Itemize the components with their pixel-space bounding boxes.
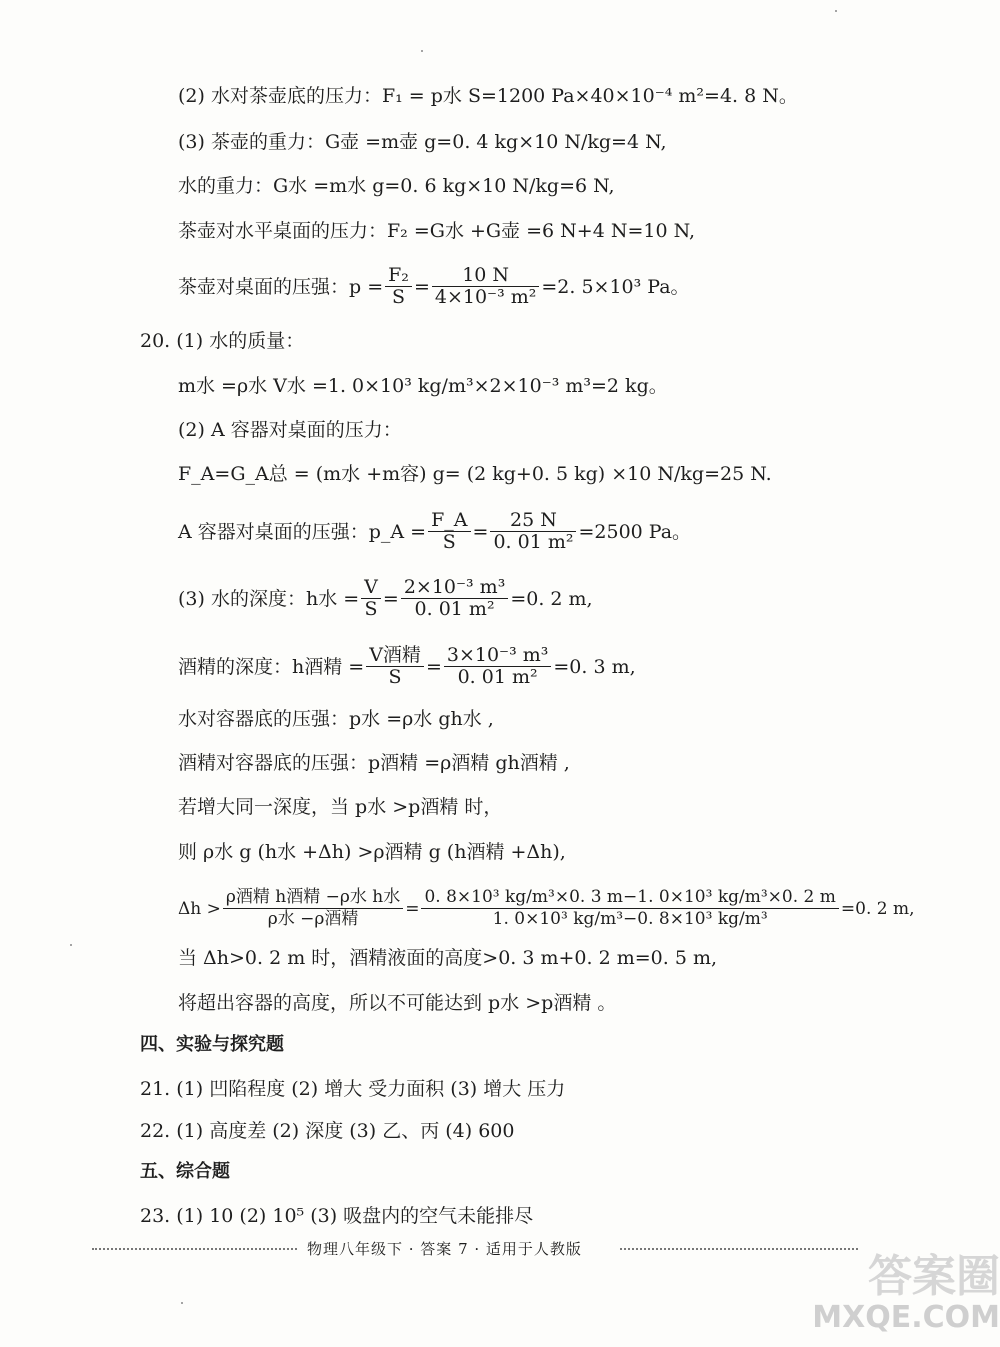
formula-result: =0. 2 m, [840,898,915,919]
denominator: 0. 01 m² [444,666,552,688]
answer-20-2-force: F_A=G_A总 = (m水 +m容) g= (2 kg+0. 5 kg) ×10 N/kg=25 N. [178,463,772,485]
equals-sign: = [405,898,420,919]
fraction [223,887,403,930]
numerator: 10 N [462,264,510,286]
fraction [385,265,412,308]
numerator: F₂ [388,264,409,286]
numerator: 2×10⁻³ m³ [403,576,506,598]
answer-20-3-delta-h [178,887,915,930]
formula-lhs: Δh > [178,898,221,919]
denominator: 4×10⁻³ m² [432,286,540,308]
answer-21: 21. (1) 凹陷程度 (2) 增大 受力面积 (3) 增大 压力 [140,1078,566,1100]
formula-lhs: 酒精的深度：h酒精 = [178,655,365,678]
numerator: V [364,576,378,598]
fraction [428,510,470,553]
formula-lhs: A 容器对桌面的压强：p_A = [178,520,427,543]
footer-dotted-rule-left [92,1248,297,1250]
formula-result: =2500 Pa。 [578,520,692,543]
formula-lhs: (3) 水的深度：h水 = [178,587,360,610]
answer-20-1-heading: 20. (1) 水的质量： [140,330,305,352]
footer-text: 物理八年级下 · 答案 7 · 适用于人教版 [307,1240,582,1258]
numerator: 0. 8×10³ kg/m³×0. 3 m−1. 0×10³ kg/m³×0. 2 m [424,887,836,907]
fraction [361,577,381,620]
answer-20-3-inequality: 则 ρ水 g (h水 +Δh) >ρ酒精 g (h酒精 +Δh), [178,841,566,863]
scan-speck [421,50,423,52]
answer-19-2: (2) 水对茶壶底的压力：F₁ = p水 S=1200 Pa×40×10⁻⁴ m²=4. 8 N。 [178,85,798,107]
fraction [366,645,424,688]
answer-23: 23. (1) 10 (2) 10⁵ (3) 吸盘内的空气未能排尽 [140,1205,534,1227]
numerator: 25 N [510,509,557,531]
footer-dotted-rule-right [620,1248,858,1250]
section-heading-comprehensive: 五、综合题 [140,1161,230,1182]
watermark-logo: 答案圈 [868,1251,1000,1302]
formula-lhs: 茶壶对桌面的压强：p = [178,275,384,298]
numerator: 3×10⁻³ m³ [446,644,549,666]
answer-19-3-water-weight: 水的重力：G水 =m水 g=0. 6 kg×10 N/kg=6 N, [178,175,615,197]
answer-20-3-condition: 若增大同一深度，当 p水 >p酒精 时， [178,796,503,818]
answer-20-3-conclusion: 将超出容器的高度，所以不可能达到 p水 >p酒精 。 [178,992,617,1014]
fraction [444,645,552,688]
answer-20-3-alcohol-depth [178,645,636,688]
answer-19-3-pressure-force: 茶壶对水平桌面的压力：F₂ =G水 +G壶 =6 N+4 N=10 N, [178,220,696,242]
numerator: ρ酒精 h酒精 −ρ水 h水 [225,887,401,907]
answer-20-1-mass: m水 =ρ水 V水 =1. 0×10³ kg/m³×2×10⁻³ m³=2 kg。 [178,375,668,397]
answer-20-2-heading: (2) A 容器对桌面的压力： [178,419,402,441]
scan-speck [181,1302,183,1304]
denominator: S [366,666,424,688]
fraction [432,265,540,308]
denominator: 1. 0×10³ kg/m³−0. 8×10³ kg/m³ [421,908,838,930]
scan-speck [70,944,72,946]
answer-20-3-alcohol-pressure: 酒精对容器底的压强：p酒精 =ρ酒精 gh酒精 , [178,752,570,774]
denominator: 0. 01 m² [490,531,576,553]
denominator: S [361,598,381,620]
denominator: ρ水 −ρ酒精 [223,908,403,930]
section-heading-experiment: 四、实验与探究题 [140,1034,284,1055]
equals-sign: = [382,587,399,610]
denominator: 0. 01 m² [401,598,509,620]
formula-result: =2. 5×10³ Pa。 [541,275,690,298]
answer-19-3-teapot-weight: (3) 茶壶的重力：G壶 =m壶 g=0. 4 kg×10 N/kg=4 N, [178,131,667,153]
answer-20-3-water-depth [178,577,593,620]
fraction [401,577,509,620]
fraction [421,887,838,930]
answer-20-3-water-pressure: 水对容器底的压强：p水 =ρ水 gh水 , [178,708,494,730]
equals-sign: = [472,520,489,543]
formula-result: =0. 3 m, [553,655,636,678]
numerator: F_A [431,509,468,531]
answer-20-3-height: 当 Δh>0. 2 m 时，酒精液面的高度>0. 3 m+0. 2 m=0. 5 m, [178,947,718,969]
answer-20-2-pressure [178,510,691,553]
equals-sign: = [425,655,442,678]
watermark-url: MXQE.COM [812,1300,1000,1335]
answer-19-3-pressure [178,265,690,308]
scan-speck [835,10,837,12]
denominator: S [428,531,470,553]
fraction [490,510,576,553]
answer-22: 22. (1) 高度差 (2) 深度 (3) 乙、丙 (4) 600 [140,1120,515,1142]
equals-sign: = [413,275,430,298]
page-footer [92,1237,858,1261]
denominator: S [385,286,412,308]
numerator: V酒精 [369,644,421,666]
formula-result: =0. 2 m, [510,587,593,610]
